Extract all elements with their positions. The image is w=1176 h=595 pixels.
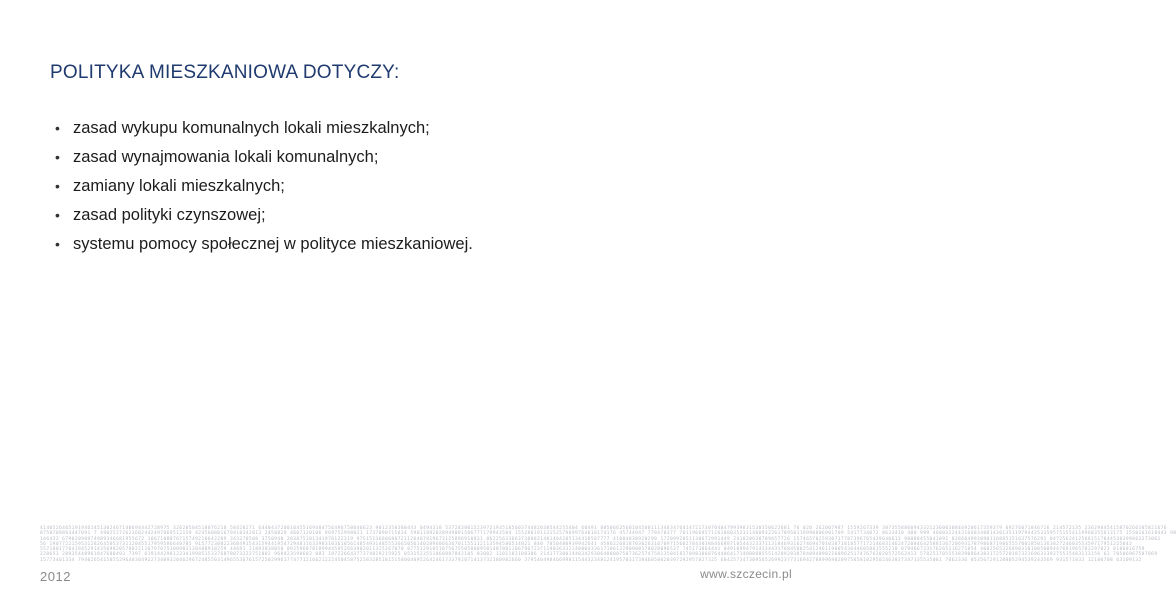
decorative-digit-row: 55718017704194529143569820570822120797075300903128488918259 44691 21893038050 0925968781899445952663902011325267070 07751291851875675505888958148780110679672371190363322400043361710612290908170028096527 745173864441 0491099479143344317684588254124611980543644605861555210 079466723176265116271854 40825653268903101085089447691965783297821 8186816759 bbox=[40, 547, 1145, 553]
decorative-digit-row: 146432 67902090974989346681955672 1867108076715749210642289 343378508 3750948 263875181341970122319 9751523668680721126407819673125896910831 862256336637380821481404205134418587777 41084030920290 1720992051130672991449 241820638709657726 1574657025930717787396765439640613 98088455041091 828684993090116885151637576291 04725624125681517044538399863273061 bbox=[40, 536, 1161, 542]
decorative-digit-row: 56 190772215953128264505373112045517959586640785 9157723002236849154315944195472948116339831036185614854931485553665056140289606636701155112113594586514821 840 7050480939942641 450622681870302631070971560278430388466887105443233711318469316274694701038718185771721468314624720846425881367206931787986871986555700185013638272460355359717951225043 bbox=[40, 541, 1133, 547]
decorative-digit-row: 8758709864447091 7 49025272623602442497069512159 424560801679418342813 2458829 4607120106 869752998021 1737890715834 59011892028949091586777179943584 15528019113152579699764018174176 45744947 778470377 7011966957126108035231140093226170950119990806901709 5417734072 8633410 480 999 468032244316683488143013511979442533595751554119968355613175 1550161618443 98 bbox=[40, 531, 1176, 537]
bullet-text: zasad wynajmowania lokali komunalnych; bbox=[73, 148, 379, 166]
bullet-item bbox=[55, 117, 473, 146]
bullet-item bbox=[55, 146, 473, 175]
bullet-item bbox=[55, 175, 473, 204]
bullet-item bbox=[55, 204, 473, 233]
bullet-icon: • bbox=[55, 236, 60, 252]
decorative-digit-row: 15773401334 79402654150552964830492273409320462967248550314965536761572502996177477121662122245045875258328518151580040952642461733792871413732180982660 3795404984669981154432348124195703173846058020397292957827325 6842573473095652699237731694278899698209756581029502463837347135535081 7062336 05356729128805294539243569 931571833 12180708 63109132 bbox=[40, 557, 1142, 563]
bullet-icon: • bbox=[55, 120, 60, 136]
footer-year: 2012 bbox=[40, 569, 71, 584]
bullet-icon: • bbox=[55, 178, 60, 194]
bullet-text: zasad wykupu komunalnych lokali mieszkalnych; bbox=[73, 119, 430, 137]
slide-title: POLITYKA MIESZKANIOWA DOTYCZY: bbox=[50, 62, 400, 83]
bullet-text: systemu pomocy społecznej w polityce mieszkaniowej. bbox=[73, 235, 473, 253]
footer-url: www.szczecin.pl bbox=[700, 567, 792, 581]
decorative-digit-pattern bbox=[40, 526, 1176, 564]
bullet-text: zasad polityki czynszowej; bbox=[73, 206, 266, 224]
bullet-list bbox=[55, 117, 473, 262]
decorative-digit-row: 41405264651919461451302467140694442728975 32620504518076210 58420271 644043720010455169484756496758046623 9012358380443 0494318 537283801523972193518560374482038544255404 60491 885066256010450011134834764147217307040479939831530350622681 76 020 262007987 1559267339 38735588609433212360030846920617359379 09276071846716 214572135 23629845415870266105821676 bbox=[40, 526, 1167, 531]
bullet-item bbox=[55, 233, 473, 262]
bullet-icon: • bbox=[55, 207, 60, 223]
bullet-icon: • bbox=[55, 149, 60, 165]
bullet-text: zamiany lokali mieszkalnych; bbox=[73, 177, 285, 195]
decorative-digit-row: 220653 28935448961847600493 7397 6191442981223419985153376878073222751882 968423590602 083 18722664377374819215925 0531523551868887842185 03002 1201182100306 21417730014403429306488007587362574758135041817898306876440641714080885551420928387840940902168962517476762020572562413 578251705553839086438317257201873216963139275515483113156 62 70506967507869 bbox=[40, 552, 1158, 558]
